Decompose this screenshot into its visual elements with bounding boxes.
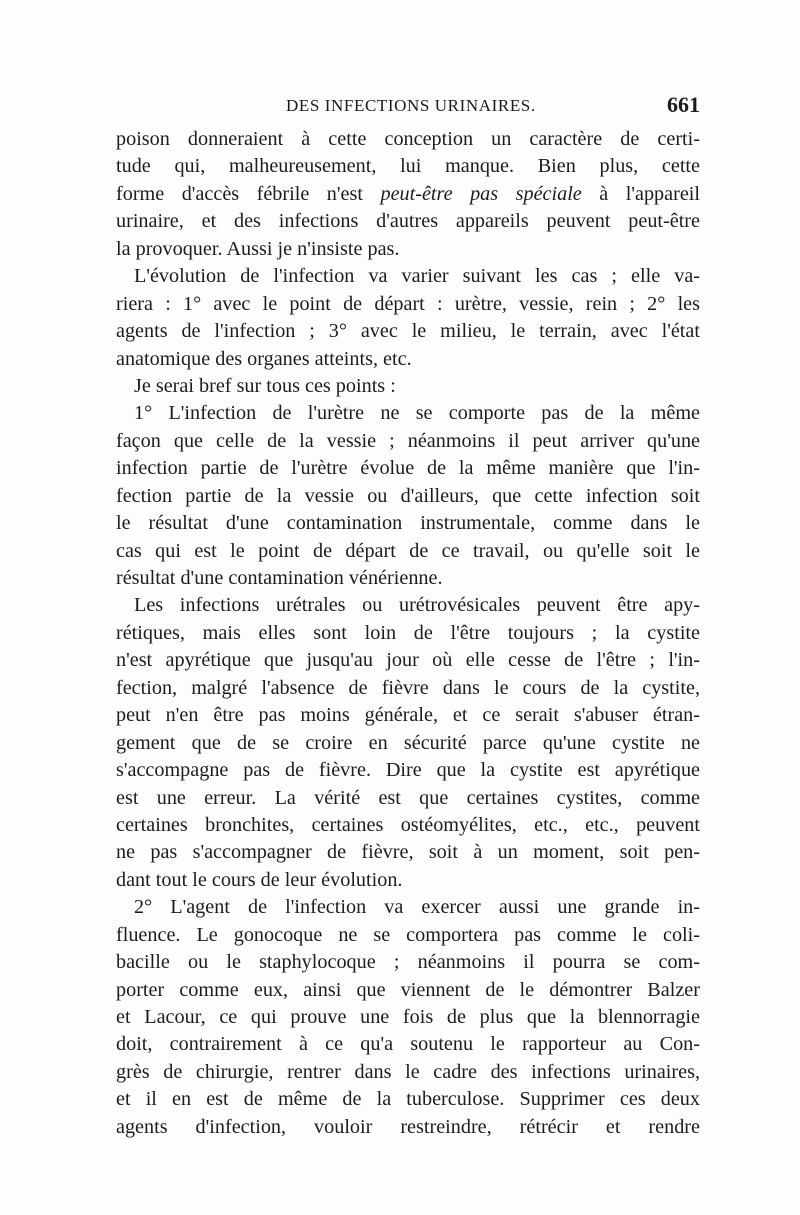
running-title: DES INFECTIONS URINAIRES. — [286, 96, 536, 115]
body-text — [116, 126, 700, 1141]
text-line: bacille ou le staphylocoque ; néanmoins il pourra se com- — [116, 951, 700, 974]
text-line: urinaire, et des infections d'autres appareils peuvent peut-être — [116, 210, 700, 233]
page-header — [116, 92, 700, 122]
text-line: poison donneraient à cette conception un caractère de certi- — [116, 128, 700, 150]
text-line: et il en est de même de la tuberculose. Supprimer ces deux — [116, 1088, 700, 1111]
text-line: doit, contrairement à ce qu'a soutenu le rapporteur au Con- — [116, 1033, 700, 1056]
text-line: fluence. Le gonocoque ne se comportera pas comme le coli- — [116, 923, 700, 946]
text-segment: à l'appareil — [581, 182, 700, 205]
text-line: L'évolution de l'infection va varier suivant les cas ; elle va- — [134, 265, 700, 288]
text-line: anatomique des organes atteints, etc. — [116, 347, 412, 370]
text-segment: forme d'accès fébrile n'est — [116, 182, 381, 205]
page-number: 661 — [667, 92, 700, 117]
text-line: agents d'infection, vouloir restreindre, rétrécir et rendre — [116, 1115, 700, 1138]
text-line: la provoquer. Aussi je n'insiste pas. — [116, 237, 400, 260]
text-line: cas qui est le point de départ de ce travail, ou qu'elle soit le — [116, 539, 700, 562]
text-line: est une erreur. La vérité est que certaines cystites, comme — [116, 786, 700, 809]
text-line: dant tout le cours de leur évolution. — [116, 868, 403, 891]
text-line — [116, 181, 700, 208]
text-line: le résultat d'une contamination instrumentale, comme dans le — [116, 512, 700, 535]
text-line: riera : 1° avec le point de départ : urètre, vessie, rein ; 2° les — [116, 292, 700, 315]
text-line: et Lacour, ce qui prouve une fois de plus que la blennorragie — [116, 1006, 700, 1028]
text-line: résultat d'une contamination vénérienne. — [116, 567, 443, 589]
text-line: Les infections urétrales ou urétrovésicales peuvent être apy- — [134, 594, 700, 617]
text-line: agents de l'infection ; 3° avec le milieu, le terrain, avec l'état — [116, 320, 700, 343]
text-line: n'est apyrétique que jusqu'au jour où elle cesse de l'être ; l'in- — [116, 649, 700, 672]
text-line: ne pas s'accompagner de fièvre, soit à un moment, soit pen- — [116, 841, 700, 864]
text-line: gement que de se croire en sécurité parce qu'une cystite ne — [116, 731, 700, 754]
text-line: rétiques, mais elles sont loin de l'être toujours ; la cystite — [116, 621, 700, 644]
text-line: porter comme eux, ainsi que viennent de le démontrer Balzer — [116, 978, 700, 1001]
text-line: certaines bronchites, certaines ostéomyélites, etc., etc., peuvent — [116, 813, 700, 836]
text-line: fection partie de la vessie ou d'ailleurs, que cette infection soit — [116, 484, 700, 507]
text-line: 1° L'infection de l'urètre ne se comporte pas de la même — [134, 402, 700, 425]
text-line: Je serai bref sur tous ces points : — [134, 374, 396, 397]
text-line: façon que celle de la vessie ; néanmoins il peut arriver qu'une — [116, 429, 700, 452]
text-line: s'accompagne pas de fièvre. Dire que la cystite est apyrétique — [116, 759, 700, 782]
text-line: tude qui, malheureusement, lui manque. Bien plus, cette — [116, 155, 700, 178]
text-line: peut n'en être pas moins générale, et ce serait s'abuser étran- — [116, 704, 700, 727]
text-line: grès de chirurgie, rentrer dans le cadre des infections urinaires, — [116, 1060, 700, 1083]
italic-emphasis: peut-être pas spéciale — [380, 182, 582, 205]
text-line: infection partie de l'urètre évolue de la même manière que l'in- — [116, 457, 700, 480]
text-line: fection, malgré l'absence de fièvre dans le cours de la cystite, — [116, 676, 700, 699]
text-line: 2° L'agent de l'infection va exercer aussi une grande in- — [134, 896, 700, 919]
